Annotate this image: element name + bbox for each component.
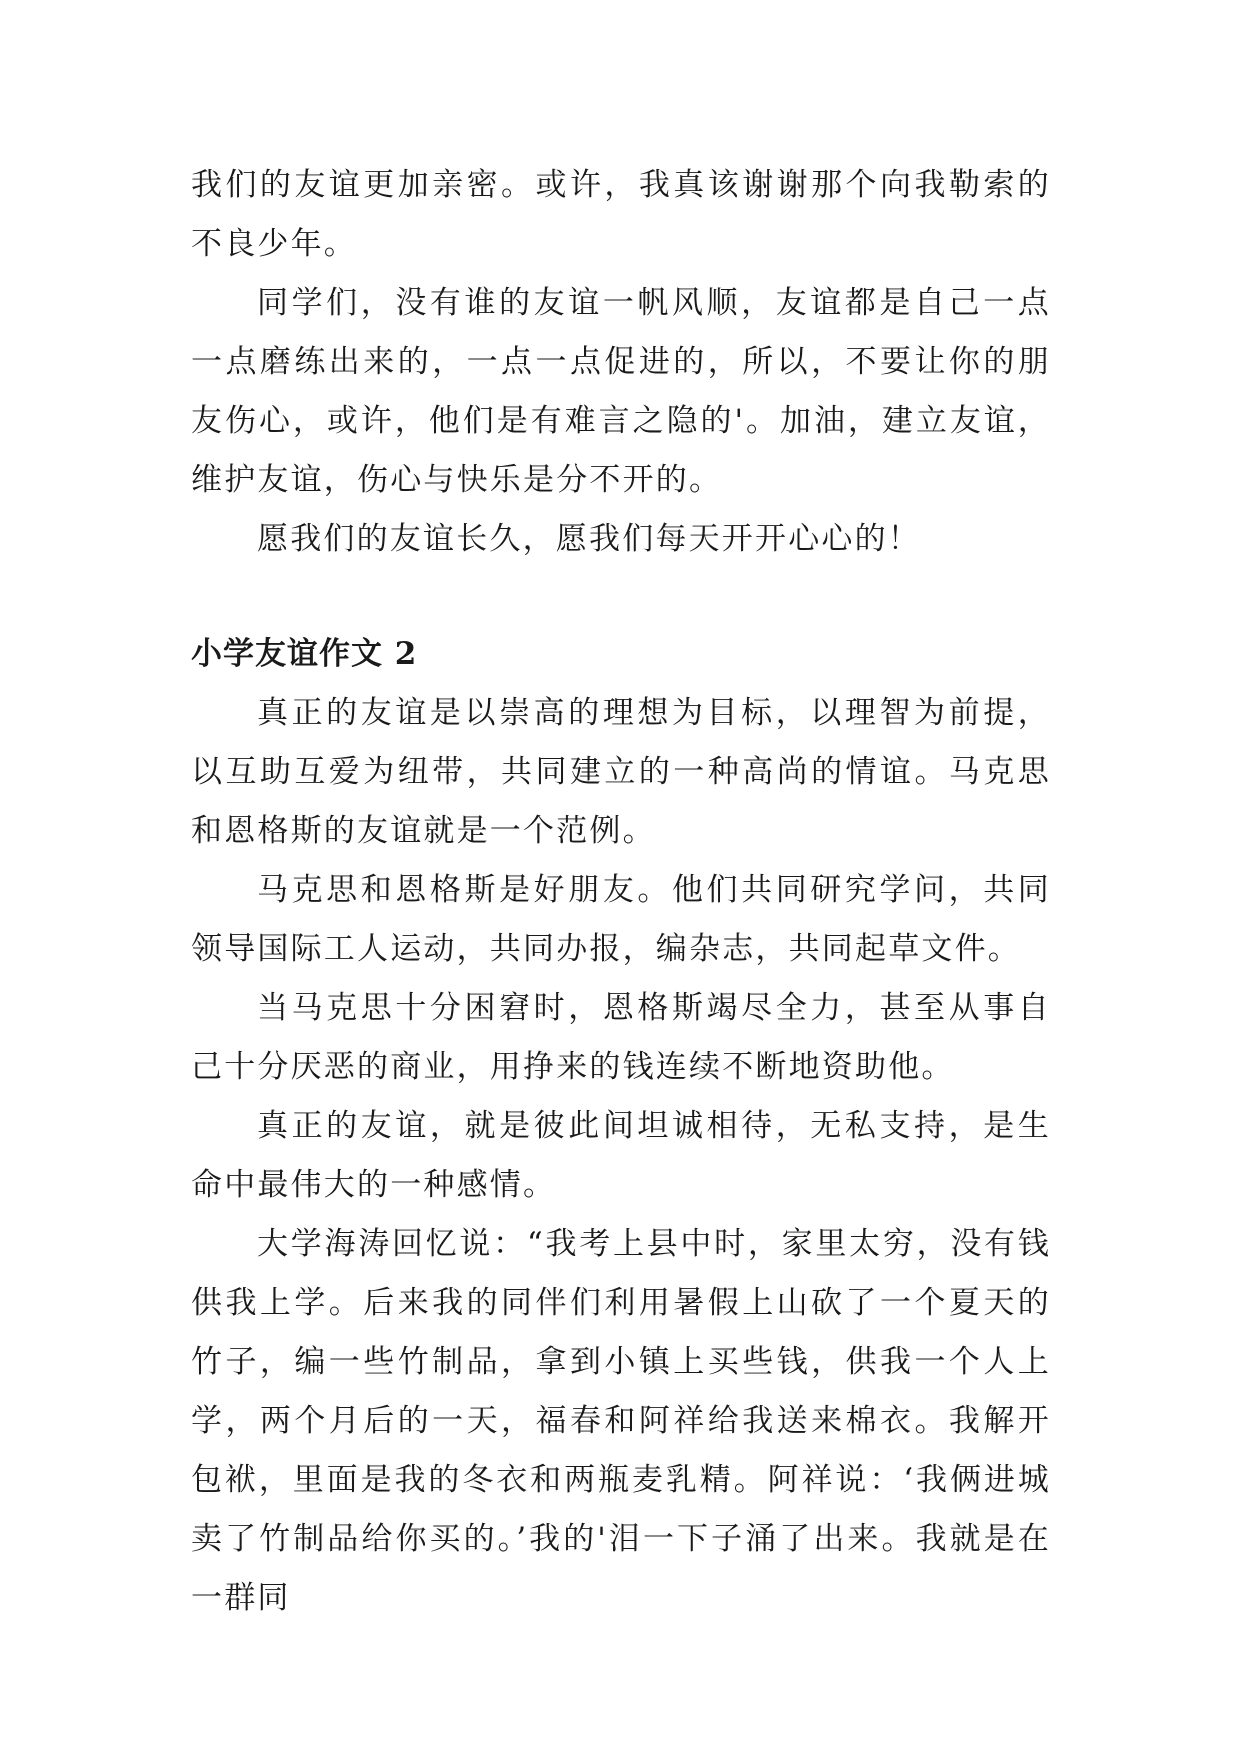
paragraph: 当马克思十分困窘时，恩格斯竭尽全力，甚至从事自己十分厌恶的商业，用挣来的钱连续不断地资助他。 <box>191 990 1051 1085</box>
section-spacer <box>191 569 1051 625</box>
paragraph-continuation: 我们的友谊更加亲密。或许，我真该谢谢那个向我勒索的不良少年。 <box>191 167 1051 262</box>
paragraph: 马克思和恩格斯是好朋友。他们共同研究学问，共同领导国际工人运动，共同办报，编杂志，共同起草文件。 <box>191 872 1051 967</box>
paragraph: 大学海涛回忆说：“我考上县中时，家里太穷，没有钱供我上学。后来我的同伴们利用暑假上山砍了一个夏天的竹子，编一些竹制品，拿到小镇上买些钱，供我一个人上学，两个月后的一天，福春和阿祥给我送来棉衣。我解开包袱，里面是我的冬衣和两瓶麦乳精。阿祥说：‘我俩进城卖了竹制品给你买的。’我的'泪一下子涌了出来。我就是在一群同 <box>191 1226 1051 1616</box>
paragraph: 真正的友谊是以崇高的理想为目标，以理智为前提，以互助互爱为纽带，共同建立的一种高尚的情谊。马克思和恩格斯的友谊就是一个范例。 <box>191 695 1051 849</box>
section-title: 小学友谊作文 2 <box>191 636 418 672</box>
document-body <box>191 156 1051 1628</box>
paragraph: 同学们，没有谁的友谊一帆风顺，友谊都是自己一点一点磨练出来的，一点一点促进的，所以，不要让你的朋友伤心，或许，他们是有难言之隐的'。加油，建立友谊，维护友谊，伤心与快乐是分不开的。 <box>191 285 1051 498</box>
paragraph: 愿我们的友谊长久，愿我们每天开开心心的！ <box>257 521 921 557</box>
paragraph: 真正的友谊，就是彼此间坦诚相待，无私支持，是生命中最伟大的一种感情。 <box>191 1108 1051 1203</box>
